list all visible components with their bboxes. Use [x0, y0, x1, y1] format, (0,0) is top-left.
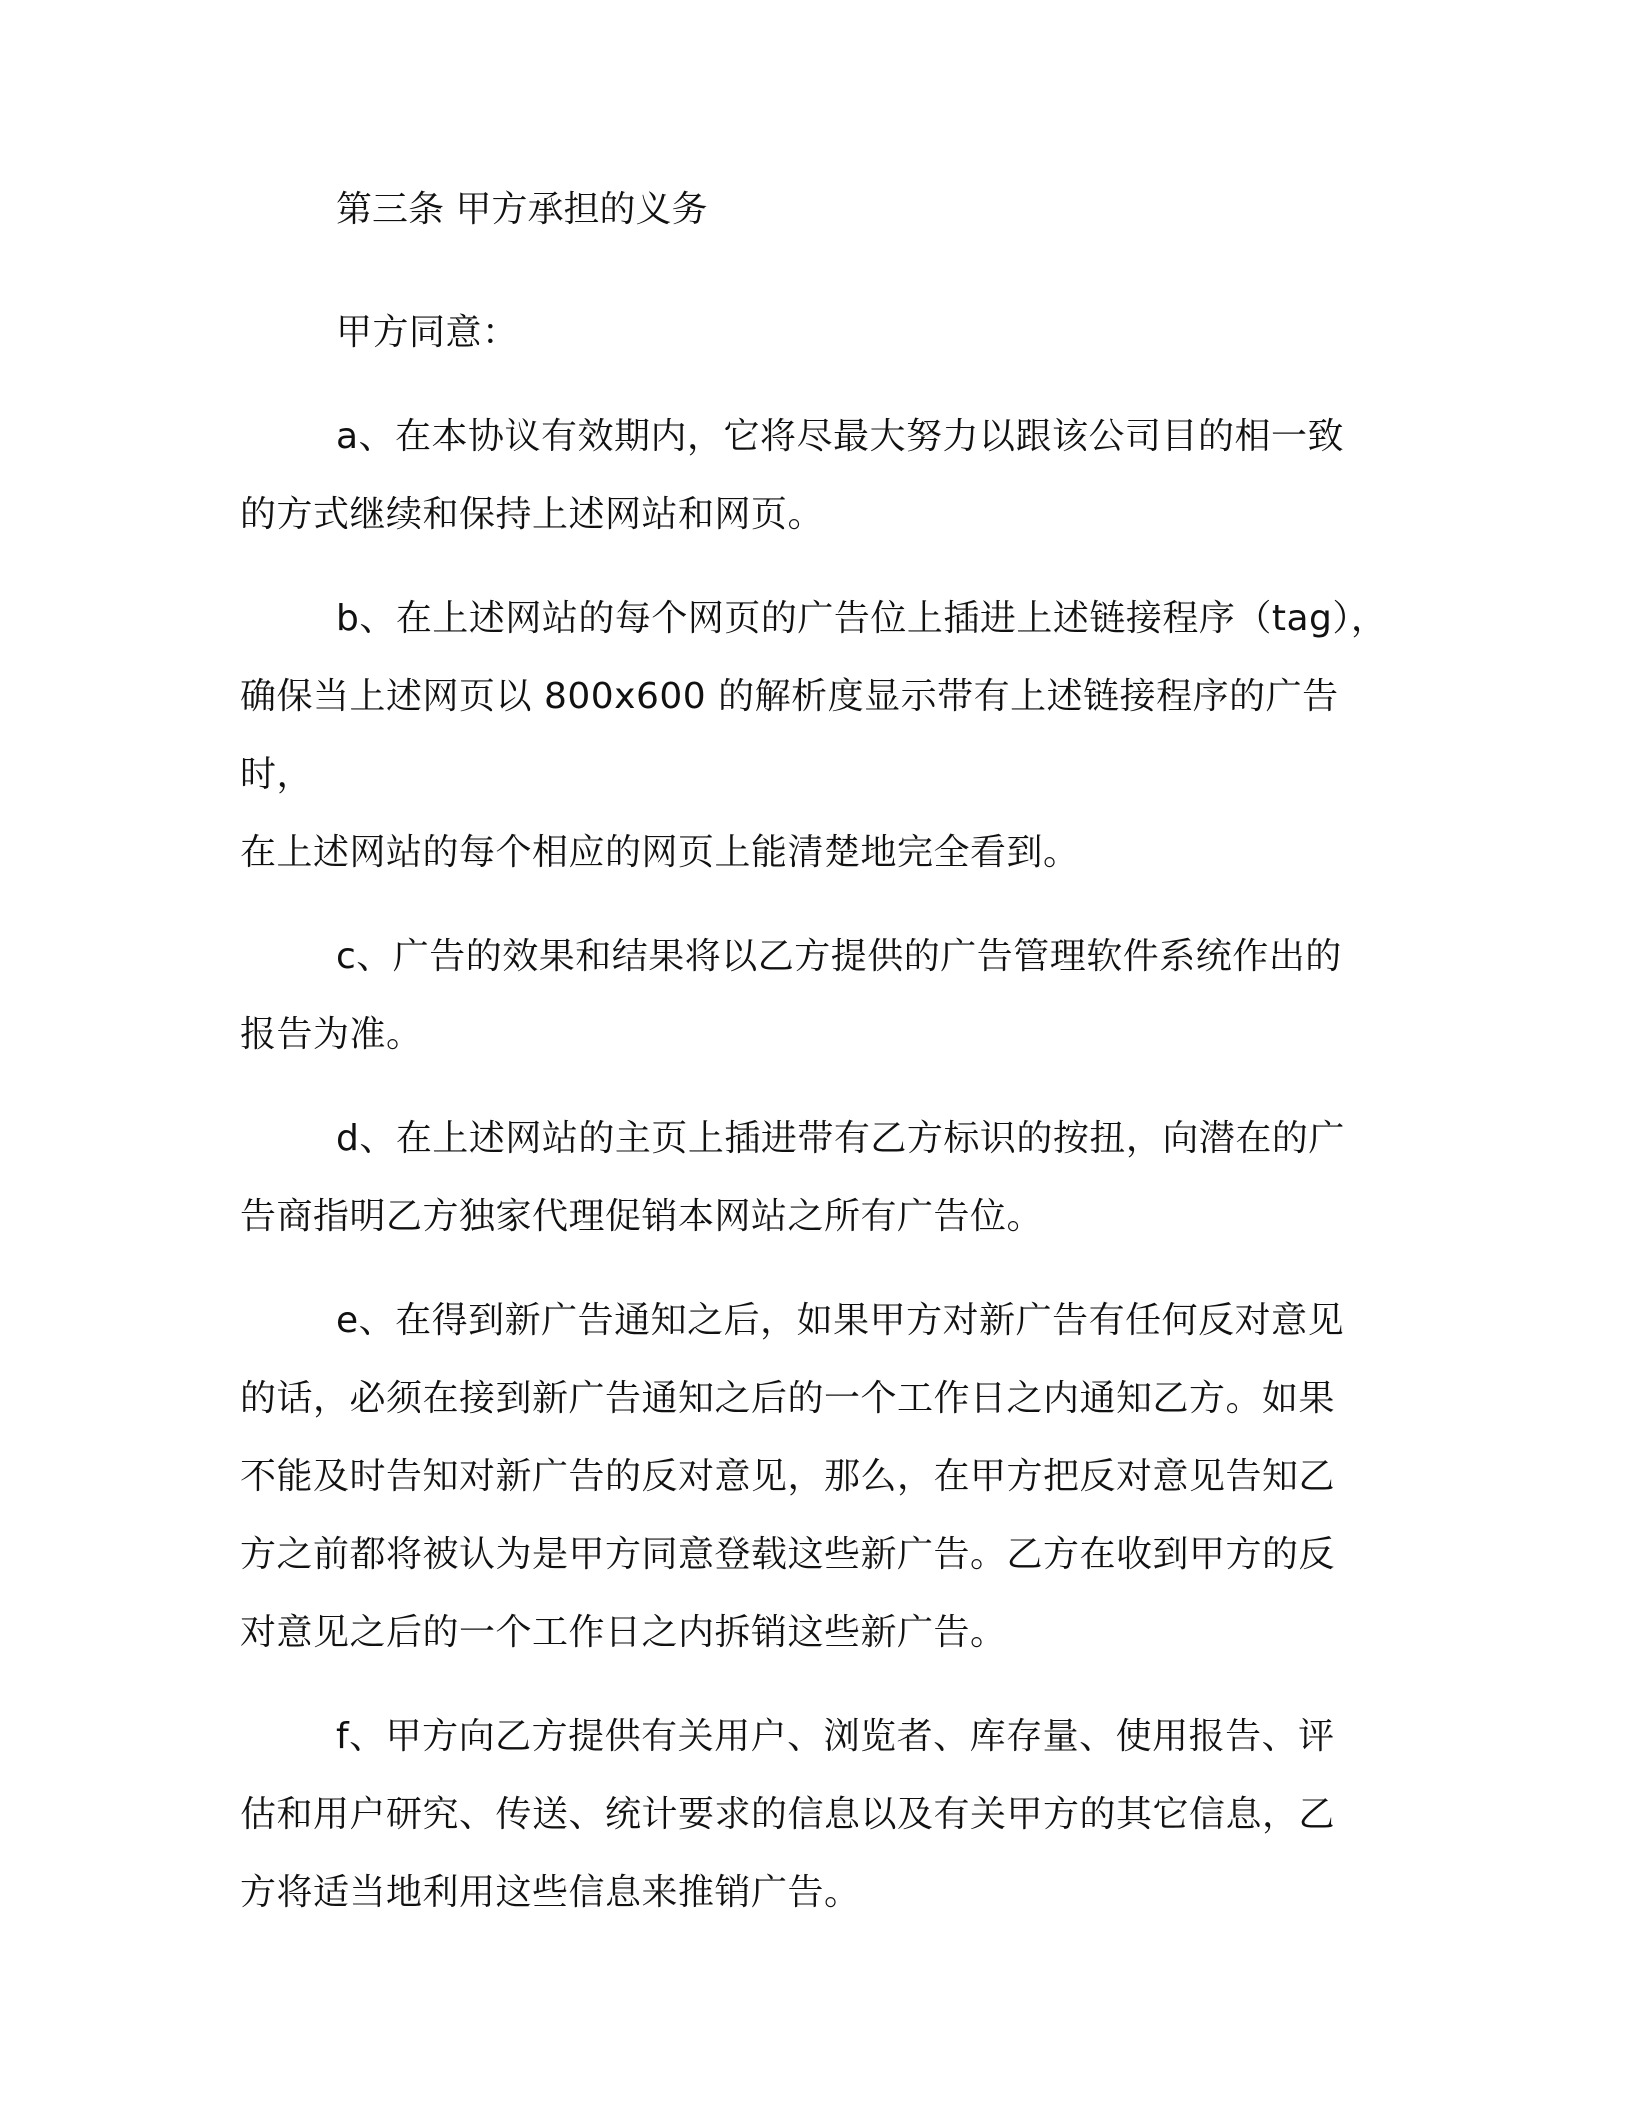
clause-b: b、在上述网站的每个网页的广告位上插进上述链接程序（tag）， 确保当上述网页以 800x600 的解析度显示带有上述链接程序的广告时， 在上述网站的每个相应的网页上能清楚地完全看到。: [240, 598, 1388, 873]
clause-f: f、甲方向乙方提供有关用户、浏览者、库存量、使用报告、评 估和用户研究、传送、统计要求的信息以及有关甲方的其它信息，乙 方将适当地利用这些信息来推销广告。: [240, 1716, 1336, 1913]
clause-c: c、广告的效果和结果将以乙方提供的广告管理软件系统作出的 报告为准。: [240, 936, 1342, 1055]
article-heading: 第三条 甲方承担的义务: [336, 189, 708, 230]
clause-a: a、在本协议有效期内，它将尽最大努力以跟该公司目的相一致 的方式继续和保持上述网站和网页。: [240, 416, 1345, 535]
clause-e: e、在得到新广告通知之后，如果甲方对新广告有任何反对意见 的话，必须在接到新广告通知之后的一个工作日之内通知乙方。如果 不能及时告知对新广告的反对意见，那么，在甲方把反对意见告知乙 方之前都将被认为是甲方同意登载这些新广告。乙方在收到甲方的反 对意见之后的一个工作日之内拆销这些新广告。: [240, 1300, 1345, 1653]
document-body: [240, 190, 1400, 1958]
intro-paragraph: 甲方同意：: [336, 312, 519, 353]
clause-d: d、在上述网站的主页上插进带有乙方标识的按扭，向潜在的广 告商指明乙方独家代理促销本网站之所有广告位。: [240, 1118, 1345, 1237]
